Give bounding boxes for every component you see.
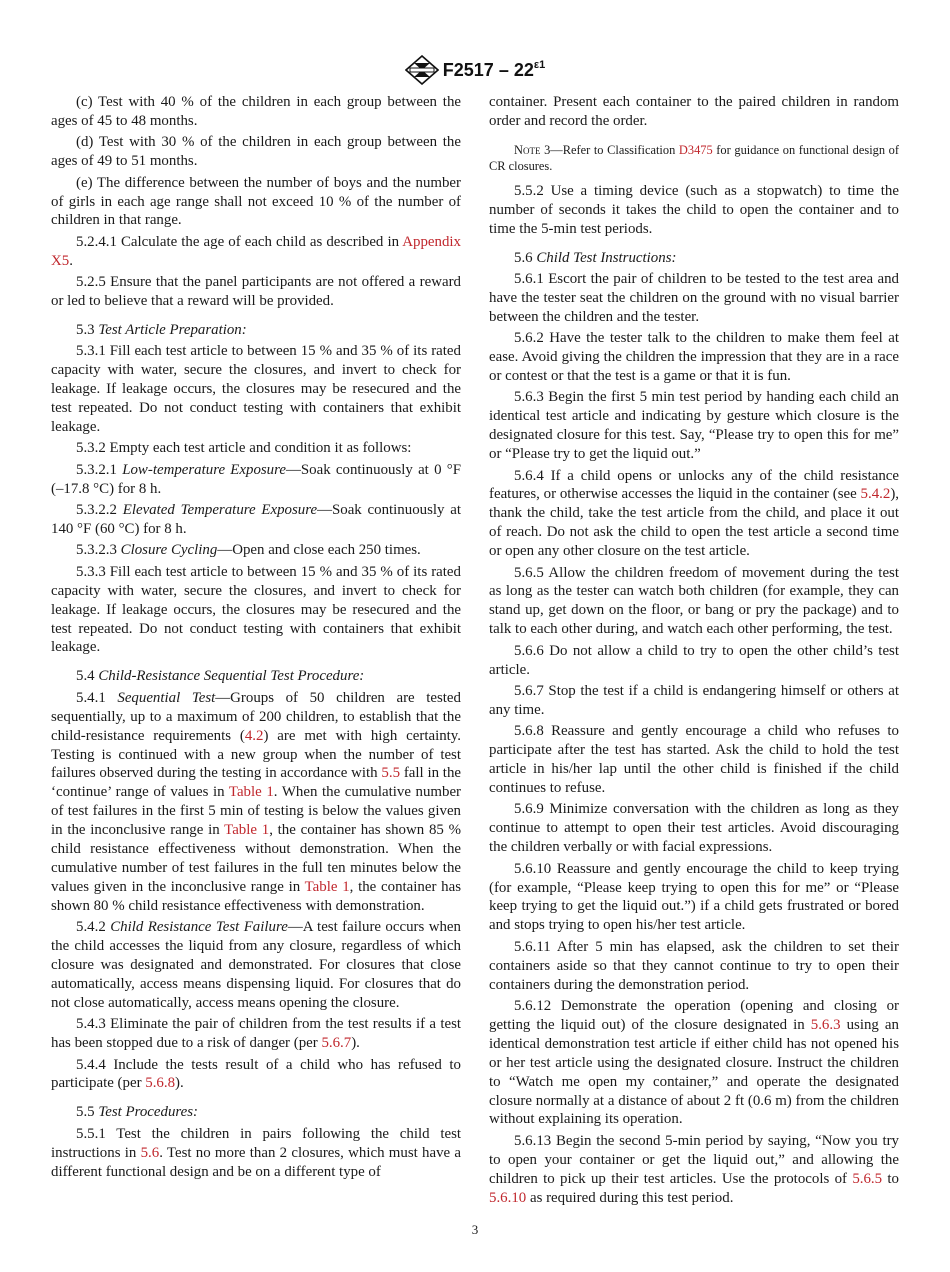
paragraph-5-3-2: 5.3.2 Empty each test article and condition it as follows: bbox=[76, 440, 412, 457]
paragraph-5-6-1: 5.6.1 Escort the pair of children to be tested to the test area and have the tester seat the children on the ground with no visual barrier between the children and the tester. bbox=[489, 270, 899, 325]
paragraph-5-2-5: 5.2.5 Ensure that the panel participants are not offered a reward or led to believe that a reward will be provided. bbox=[51, 274, 461, 310]
left-column bbox=[51, 93, 461, 1184]
section-5-6-heading: 5.6 Child Test Instructions: bbox=[514, 249, 677, 266]
page-header bbox=[0, 55, 950, 89]
paragraph-5-6-12: 5.6.12 Demonstrate the operation (opening and closing or getting the liquid out) of the closure designated in 5.6.3 using an identical demonstration test article if either child has not opened his or her test article using the designated closure. Instruct the children to “Watch me open my container,” and operate the designated closure normally at a distance of about 2 ft (0.6 m) from the children without explaining its operation. bbox=[489, 997, 899, 1128]
link-5-5[interactable]: 5.5 bbox=[381, 765, 401, 782]
link-5-6[interactable]: 5.6 bbox=[140, 1144, 160, 1161]
section-5-3-heading: 5.3 Test Article Preparation: bbox=[76, 321, 247, 338]
paragraph-5-4-2: 5.4.2 Child Resistance Test Failure—A test failure occurs when the child accesses the liquid from any closure, regardless of which closure was designated and demonstrated. For closures that close automatically, access means dispensing liquid. For closures that do not close automatically, access means opening the closure. bbox=[51, 919, 461, 1011]
link-d3475[interactable]: D3475 bbox=[678, 142, 713, 157]
link-appendix-x5[interactable]: Appendix X5 bbox=[51, 233, 461, 269]
paragraph-d: (d) Test with 30 % of the children in each group between the ages of 49 to 51 months. bbox=[51, 134, 461, 170]
paragraph-5-2-4-1: 5.2.4.1 Calculate the age of each child as described in Appendix X5. bbox=[51, 233, 461, 269]
paragraph-5-6-6: 5.6.6 Do not allow a child to try to open the other child’s test article. bbox=[489, 642, 899, 678]
link-5-6-10[interactable]: 5.6.10 bbox=[489, 1189, 527, 1206]
paragraph-5-6-13: 5.6.13 Begin the second 5-min period by saying, “Now you try to open your container or get the liquid out,” and allowing the children to pick up their test articles. Use the protocols of 5.6.5 to 5.6.10 as required during this test period. bbox=[489, 1132, 899, 1206]
link-5-6-5[interactable]: 5.6.5 bbox=[852, 1170, 883, 1187]
paragraph-5-6-5: 5.6.5 Allow the children freedom of movement during the test as long as the tester can watch both children (for example, they can stand up, get down on the floor, or bang or pry the package) and to talk to each other during, and watch each other performing, the test. bbox=[489, 564, 899, 638]
page-number: 3 bbox=[471, 1222, 479, 1237]
link-5-6-7[interactable]: 5.6.7 bbox=[321, 1035, 352, 1052]
paragraph-5-5-1: 5.5.1 Test the children in pairs following the child test instructions in 5.6. Test no more than 2 closures, which must have a different functional design and be on a different type of bbox=[51, 1125, 462, 1180]
paragraph-5-4-3: 5.4.3 Eliminate the pair of children from the test results if a test has been stopped due to a risk of danger (per 5.6.7). bbox=[51, 1016, 461, 1052]
link-5-6-8[interactable]: 5.6.8 bbox=[145, 1075, 176, 1092]
paragraph-5-3-2-1: 5.3.2.1 Low-temperature Exposure—Soak continuously at 0 °F (–17.8 °C) for 8 h. bbox=[51, 461, 461, 497]
section-5-4-heading: 5.4 Child-Resistance Sequential Test Procedure: bbox=[76, 668, 365, 685]
paragraph-e: (e) The difference between the number of boys and the number of girls in each age range shall not exceed 10 % of the number of children in that range. bbox=[51, 174, 461, 229]
paragraph-5-3-1: 5.3.1 Fill each test article to between 15 % and 35 % of its rated capacity with water, secure the closures, and invert to check for leakage. If leakage occurs, the closures may be resecured and the test repeated. Do not conduct testing with containers that exhibit leakage. bbox=[51, 343, 461, 435]
paragraph-5-3-2-2: 5.3.2.2 Elevated Temperature Exposure—Soak continuously at 140 °F (60 °C) for 8 h. bbox=[51, 502, 461, 538]
paragraph-5-3-2-3: 5.3.2.3 Closure Cycling—Open and close each 250 times. bbox=[76, 542, 421, 559]
paragraph-5-4-4: 5.4.4 Include the tests result of a child who has refused to participate (per 5.6.8). bbox=[51, 1056, 461, 1092]
astm-logo-icon bbox=[405, 55, 439, 85]
link-4-2[interactable]: 4.2 bbox=[244, 727, 264, 744]
paragraph-5-6-10: 5.6.10 Reassure and gently encourage the child to keep trying (for example, “Please keep trying to open this for me” or “Please keep trying to get the liquid out.”) if a child gets frustrated or bored and stops trying to open his/her test article. bbox=[489, 860, 899, 934]
paragraph-5-6-11: 5.6.11 After 5 min has elapsed, ask the children to set their containers aside so that they cannot continue to try to open their containers during the demonstration period. bbox=[489, 938, 899, 993]
link-5-4-2[interactable]: 5.4.2 bbox=[860, 486, 891, 503]
paragraph-5-3-3: 5.3.3 Fill each test article to between 15 % and 35 % of its rated capacity with water, secure the closures, and invert to check for leakage. If leakage occurs, the closures may be resecured and the test repeated. Do not conduct testing with containers that exhibit leakage. bbox=[51, 563, 461, 656]
paragraph-5-6-4: 5.6.4 If a child opens or unlocks any of the child resistance features, or otherwise accesses the liquid in the container (see 5.4.2), thank the child, take the test article from the child, and place it out of reach. Do not ask the child to open the test article a second time or open any other closure on the test article. bbox=[489, 467, 899, 560]
paragraph-5-6-9: 5.6.9 Minimize conversation with the children as long as they continue to attempt to open their test articles. Avoid discouraging the children verbally or with facial expressions. bbox=[489, 801, 899, 856]
section-5-5-heading: 5.5 Test Procedures: bbox=[76, 1104, 199, 1121]
link-table-1[interactable]: Table 1 bbox=[224, 822, 270, 839]
paragraph-5-6-2: 5.6.2 Have the tester talk to the children to make them feel at ease. Avoid giving the children the impression that they are in a race or contest or that the test is a game or that it is fun. bbox=[489, 330, 899, 384]
link-table-1[interactable]: Table 1 bbox=[304, 878, 350, 895]
paragraph-5-4-1: 5.4.1 Sequential Test—Groups of 50 children are tested sequentially, up to a maximum of 200 children, to establish that the child-resistance requirements (4.2) are met with high certainty. Testing is continued with a new group when the number of test failures observed during the testing in accordance with 5.5 fall in the ‘continue’ range of values in Table 1. When the cumulative number of test failures in the first 5 min of testing is below the values given in the inconclusive range in Table 1, the container has shown 85 % child resistance effectiveness without demonstration. When the cumulative number of test failures in the full ten minutes below the values given in the inconclusive range in Table 1, the container has shown 80 % child resistance effectiveness with demonstration. bbox=[51, 689, 462, 914]
paragraph-5-5-1-continued: container. Present each container to the paired children in random order and record the order. bbox=[489, 94, 899, 129]
paragraph-5-5-2: 5.5.2 Use a timing device (such as a stopwatch) to time the number of seconds it takes the child to open the container and to time the 5-min test periods. bbox=[489, 182, 899, 237]
link-table-1[interactable]: Table 1 bbox=[228, 784, 274, 801]
right-column bbox=[489, 93, 899, 1210]
note-3: Note 3—Refer to Classification D3475 for guidance on functional design of CR closures. bbox=[489, 142, 899, 173]
link-5-6-3[interactable]: 5.6.3 bbox=[810, 1016, 841, 1033]
paragraph-5-6-8: 5.6.8 Reassure and gently encourage a child who refuses to participate after the test has started. Ask the child to hold the test article in his/her lap until the other child is finished if the child continues to refuse. bbox=[489, 723, 899, 796]
paragraph-5-6-3: 5.6.3 Begin the first 5 min test period by handing each child an identical test article and indicating by gesture which closure is the designated closure for this test. Say, “Please try to open this for me” or “Please try to get the liquid out.” bbox=[489, 389, 899, 463]
standard-designation: $F2517 - 22^{\varepsilon 1}$ bbox=[442, 59, 546, 80]
paragraph-c: (c) Test with 40 % of the children in each group between the ages of 45 to 48 months. bbox=[51, 94, 461, 129]
paragraph-5-6-7: 5.6.7 Stop the test if a child is endangering himself or others at any time. bbox=[489, 682, 899, 718]
